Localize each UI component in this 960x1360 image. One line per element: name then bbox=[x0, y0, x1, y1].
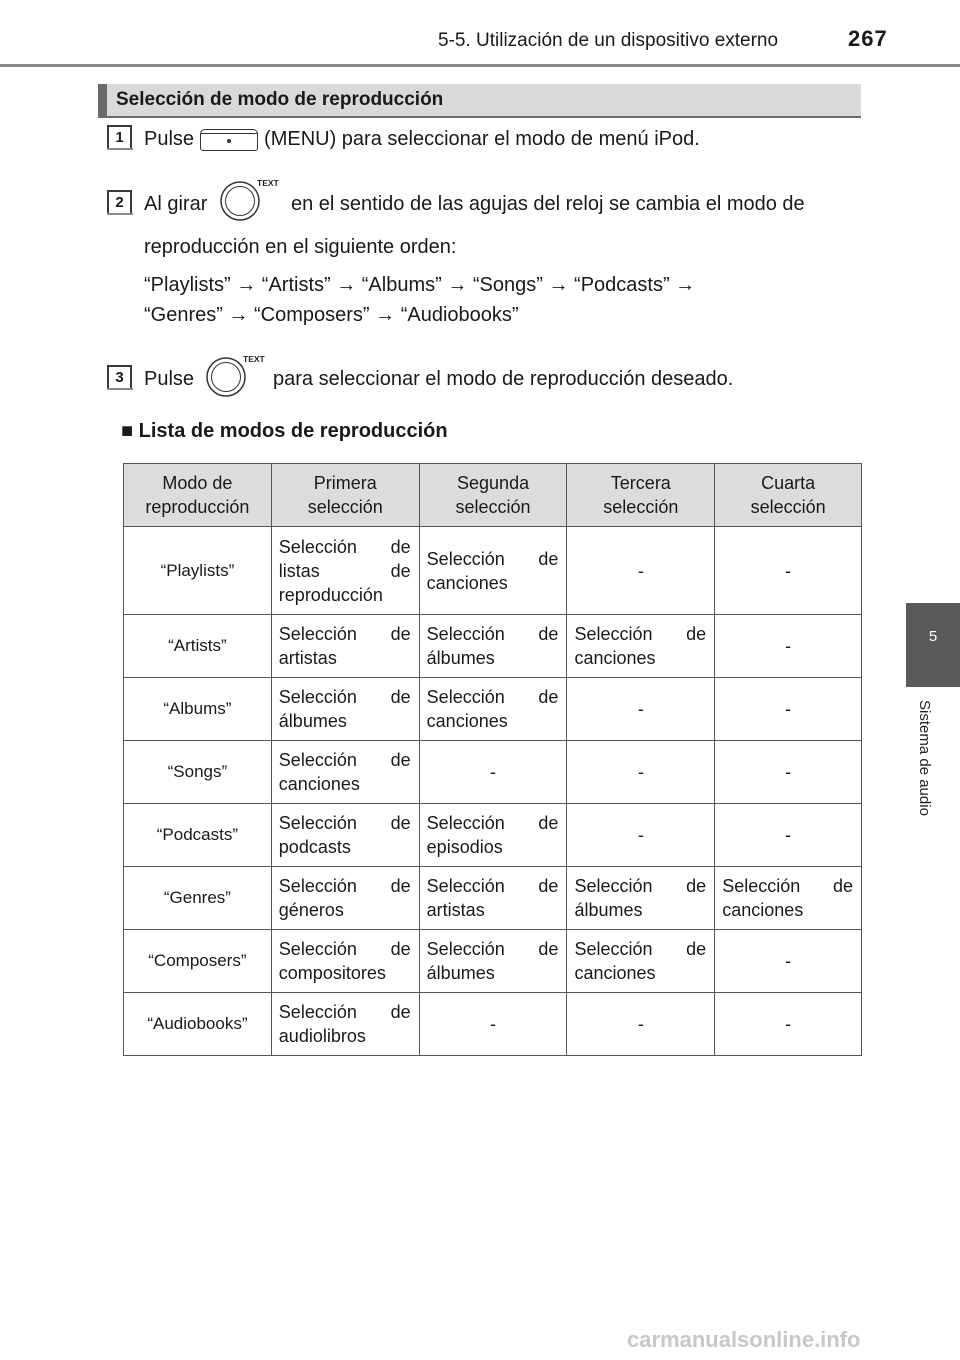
table-cell: Selección de podcasts bbox=[271, 804, 419, 867]
table-cell: Selección de artistas bbox=[271, 615, 419, 678]
chapter-tab: 5 bbox=[906, 603, 960, 687]
col-header-mode: Modo de reproducción bbox=[124, 464, 272, 527]
subheading bbox=[121, 420, 448, 443]
table-cell: Selección de canciones bbox=[567, 930, 715, 993]
table-cell: “Composers” bbox=[124, 930, 272, 993]
table-cell: “Playlists” bbox=[124, 527, 272, 615]
table-cell: Selección de álbumes bbox=[271, 678, 419, 741]
table-cell: Selección de canciones bbox=[271, 741, 419, 804]
chapter-tab-label: Sistema de audio bbox=[916, 700, 933, 816]
table-cell: - bbox=[567, 527, 715, 615]
playback-modes-table bbox=[123, 463, 862, 1056]
knob-text-label: TEXT bbox=[243, 354, 265, 364]
table-cell: Selección de canciones bbox=[419, 678, 567, 741]
table-cell: Selección de episodios bbox=[419, 804, 567, 867]
table-cell: - bbox=[567, 741, 715, 804]
table-row bbox=[124, 678, 862, 741]
step-1-underline bbox=[107, 148, 133, 150]
play-order-line2: “Genres” → “Composers” → “Audiobooks” bbox=[144, 304, 519, 326]
step-3-number: 3 bbox=[107, 365, 132, 390]
text-knob-icon bbox=[218, 176, 280, 222]
step-2-after: en el sentido de las agujas del reloj se cambia el modo de bbox=[291, 193, 805, 215]
step-3-lead: Pulse bbox=[144, 368, 195, 390]
text-knob-icon bbox=[204, 352, 266, 398]
step-1-number: 1 bbox=[107, 125, 132, 150]
table-cell: - bbox=[567, 678, 715, 741]
table-cell: - bbox=[567, 804, 715, 867]
table-cell: Selección de álbumes bbox=[567, 867, 715, 930]
table-row bbox=[124, 527, 862, 615]
table-cell: Selección de canciones bbox=[567, 615, 715, 678]
table-row bbox=[124, 804, 862, 867]
table-cell: “Podcasts” bbox=[124, 804, 272, 867]
table-row bbox=[124, 741, 862, 804]
table-cell: Selección de canciones bbox=[715, 867, 862, 930]
table-row bbox=[124, 930, 862, 993]
subheading-text: Lista de modos de reproducción bbox=[138, 420, 448, 442]
section-accent bbox=[98, 84, 107, 116]
running-header: 5-5. Utilización de un dispositivo externo bbox=[438, 30, 779, 51]
step-1-before: Pulse bbox=[144, 128, 195, 150]
table-cell: Selección de álbumes bbox=[419, 930, 567, 993]
table-cell: Selección de artistas bbox=[419, 867, 567, 930]
table-cell: - bbox=[715, 615, 862, 678]
table-cell: - bbox=[419, 741, 567, 804]
col-header-fourth: Cuarta selección bbox=[715, 464, 862, 527]
step-1-after: (MENU) para seleccionar el modo de menú iPod. bbox=[264, 128, 700, 150]
table-cell: - bbox=[715, 930, 862, 993]
table-cell: - bbox=[567, 993, 715, 1056]
table-cell: Selección de álbumes bbox=[419, 615, 567, 678]
col-header-first: Primera selección bbox=[271, 464, 419, 527]
table-cell: - bbox=[715, 527, 862, 615]
step-2-lead: Al girar bbox=[144, 193, 208, 215]
table-cell: “Artists” bbox=[124, 615, 272, 678]
step-1-text bbox=[144, 128, 700, 151]
section-title: Selección de modo de reproducción bbox=[116, 89, 444, 110]
table-cell: - bbox=[715, 993, 862, 1056]
square-bullet-icon: ■ bbox=[121, 420, 134, 442]
table-row bbox=[124, 867, 862, 930]
header-rule bbox=[0, 64, 960, 67]
table-cell: “Albums” bbox=[124, 678, 272, 741]
table-cell: Selección de listas de reproducción bbox=[271, 527, 419, 615]
table-cell: - bbox=[715, 678, 862, 741]
table-cell: - bbox=[715, 804, 862, 867]
play-order-line1: “Playlists” → “Artists” → “Albums” → “Songs” → “Podcasts” → bbox=[144, 274, 696, 296]
table-cell: “Songs” bbox=[124, 741, 272, 804]
step-2-number: 2 bbox=[107, 190, 132, 215]
step-3-underline bbox=[107, 388, 133, 390]
step-3-after: para seleccionar el modo de reproducción deseado. bbox=[273, 368, 734, 390]
table-cell: Selección de audiolibros bbox=[271, 993, 419, 1056]
table-cell: Selección de compositores bbox=[271, 930, 419, 993]
col-header-second: Segunda selección bbox=[419, 464, 567, 527]
page-number: 267 bbox=[848, 26, 888, 51]
knob-text-label: TEXT bbox=[257, 178, 279, 188]
table-header-row bbox=[124, 464, 862, 527]
table-cell: “Audiobooks” bbox=[124, 993, 272, 1056]
step-2-line2: reproducción en el siguiente orden: bbox=[144, 236, 457, 258]
table-cell: Selección de canciones bbox=[419, 527, 567, 615]
watermark: carmanualsonline.info bbox=[627, 1327, 861, 1352]
menu-button-icon bbox=[200, 129, 258, 151]
section-title-bar bbox=[98, 84, 861, 118]
table-row bbox=[124, 993, 862, 1056]
table-cell: “Genres” bbox=[124, 867, 272, 930]
table-cell: - bbox=[419, 993, 567, 1056]
table-row bbox=[124, 615, 862, 678]
step-2-underline bbox=[107, 213, 133, 215]
table-cell: - bbox=[715, 741, 862, 804]
col-header-third: Tercera selección bbox=[567, 464, 715, 527]
table-cell: Selección de géneros bbox=[271, 867, 419, 930]
